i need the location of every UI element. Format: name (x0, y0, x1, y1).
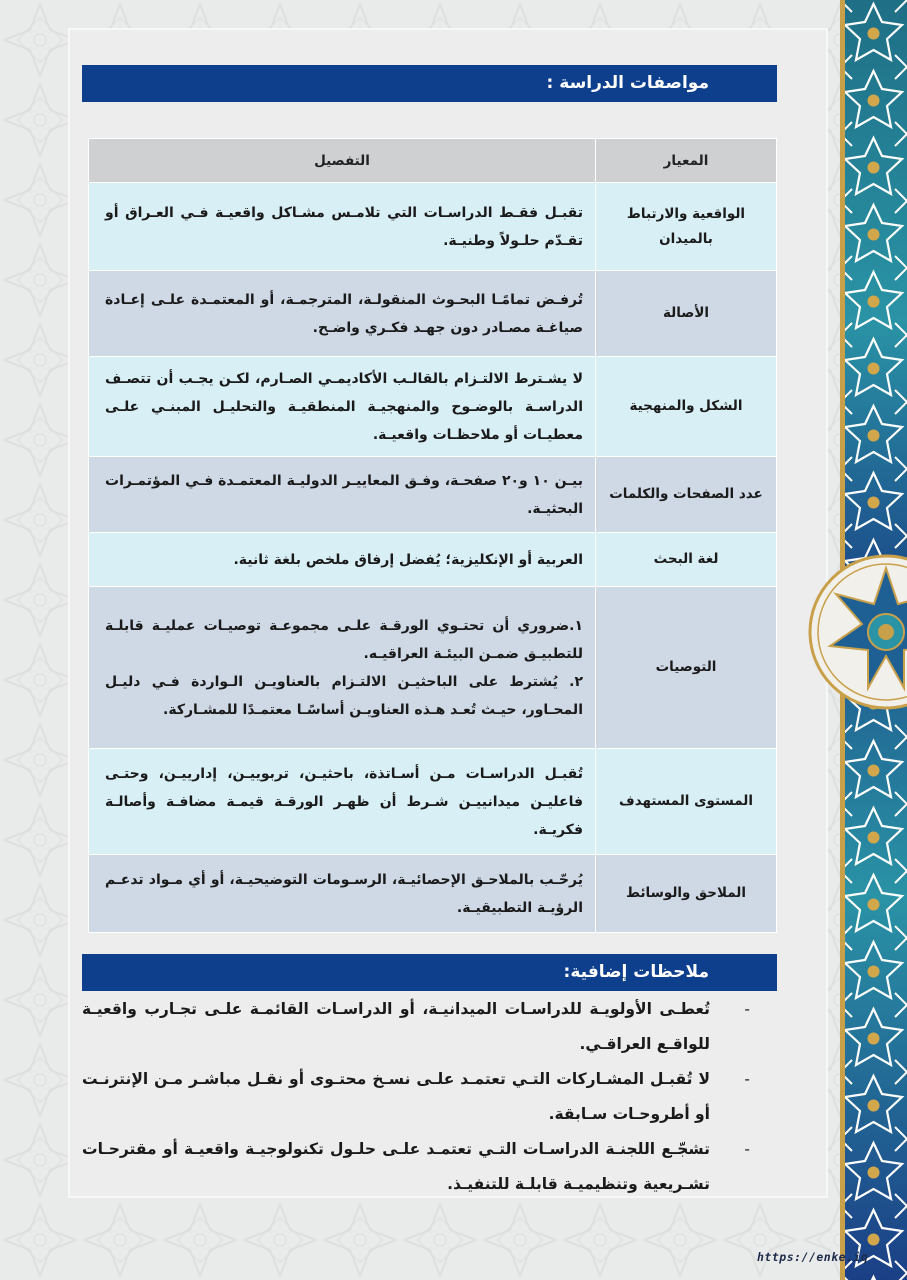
note-text: لا تُقبـل المشـاركات التـي تعتمـد علـى نسـخ محتـوى أو نقـل مباشـر مـن الإنترنـت أو أطروحـات سـابقة. (82, 1070, 710, 1123)
criterion-cell: الملاحق والوسائط (596, 855, 777, 933)
detail-cell: بيـن ١٠ و٢٠ صفحـة، وفـق المعاييـر الدوليـة المعتمـدة فـي المؤتمـرات البحثيـة. (89, 457, 596, 533)
table-row (89, 587, 777, 749)
specs-table (88, 138, 777, 933)
criterion-cell: الواقعية والارتباط بالميدان (596, 183, 777, 271)
header-detail: التفصيل (89, 139, 596, 183)
criterion-cell: الشكل والمنهجية (596, 357, 777, 457)
table-row (89, 457, 777, 533)
table-row (89, 749, 777, 855)
criterion-cell: الأصالة (596, 271, 777, 357)
criterion-cell: التوصيات (596, 587, 777, 749)
table-row (89, 271, 777, 357)
study-specs-heading: مواصفات الدراسة : (82, 65, 777, 102)
recommendation-2: ٢. يُشترط على الباحثيـن الالتـزام بالعناويـن الـواردة فـي دليـل المحـاور، حيـث تُعـد هـذه العناويـن أساسًـا معتمـدًا للمشـاركة. (105, 673, 583, 718)
medallion-ornament (806, 552, 907, 712)
criterion-cell: المستوى المستهدف (596, 749, 777, 855)
additional-notes-heading: ملاحظات إضافية: (82, 954, 777, 991)
detail-cell (89, 587, 596, 749)
website-url[interactable]: https://enke.iq (757, 1250, 869, 1264)
list-item (82, 1062, 762, 1132)
detail-cell: تُقبـل الدراسـات مـن أسـاتذة، باحثيـن، تربوييـن، إدارييـن، وحتـى فاعليـن ميدانييـن شـرط أن ظهـر الورقـة قيمـة مضافـة وأصالـة فكريـة. (89, 749, 596, 855)
note-text: تشجّـع اللجنـة الدراسـات التـي تعتمـد علـى حلـول تكنولوجيـة واقعيـة أو مقترحـات تشـريعية وتنظيميـة قابلـة للتنفيـذ. (82, 1140, 710, 1193)
header-criterion: المعيار (596, 139, 777, 183)
list-item (82, 992, 762, 1062)
criterion-cell: عدد الصفحات والكلمات (596, 457, 777, 533)
recommendation-1: ١.ضروري أن تحتـوي الورقـة علـى مجموعـة توصيـات عمليـة قابلـة للتطبيـق ضمـن البيئـة العراقيـه. (105, 617, 583, 662)
criterion-cell: لغة البحث (596, 533, 777, 587)
list-item (82, 1132, 762, 1202)
notes-list (82, 992, 762, 1202)
detail-cell: تقبـل فقـط الدراسـات التي تلامـس مشـاكل واقعيـة فـي العـراق أو تقـدّم حلـولاً وطنيـة. (89, 183, 596, 271)
table-header-row (89, 139, 777, 183)
detail-cell: يُرحّـب بالملاحـق الإحصائيـة، الرسـومات التوضيحيـة، أو أي مـواد تدعـم الرؤيـة التطبيقيـة. (89, 855, 596, 933)
table-row (89, 183, 777, 271)
detail-cell: لا يشـترط الالتـزام بالقالـب الأكاديمـي الصـارم، لكـن يجـب أن تتصـف الدراسـة بالوضـوح والمنهجيـة المنطقيـة والتحليـل المبنـي علـى معطيـات أو ملاحظـات واقعيـة. (89, 357, 596, 457)
table-row (89, 855, 777, 933)
note-text: تُعطـى الأولويـة للدراسـات الميدانيـة، أو الدراسـات القائمـة علـى تجـارب واقعيـة للواقـع العراقـي. (82, 1000, 710, 1053)
bullet-dash: - (744, 1140, 750, 1158)
table-row (89, 357, 777, 457)
bullet-dash: - (744, 1000, 750, 1018)
detail-cell: تُرفـض تمامًـا البحـوث المنقولـة، المترجمـة، أو المعتمـدة علـى إعـادة صياغـة مصـادر دون جهـد فكـري واضـح. (89, 271, 596, 357)
detail-cell: العربية أو الإنكليزية؛ يُفضل إرفاق ملخص بلغة ثانية. (89, 533, 596, 587)
bullet-dash: - (744, 1070, 750, 1088)
table-row (89, 533, 777, 587)
